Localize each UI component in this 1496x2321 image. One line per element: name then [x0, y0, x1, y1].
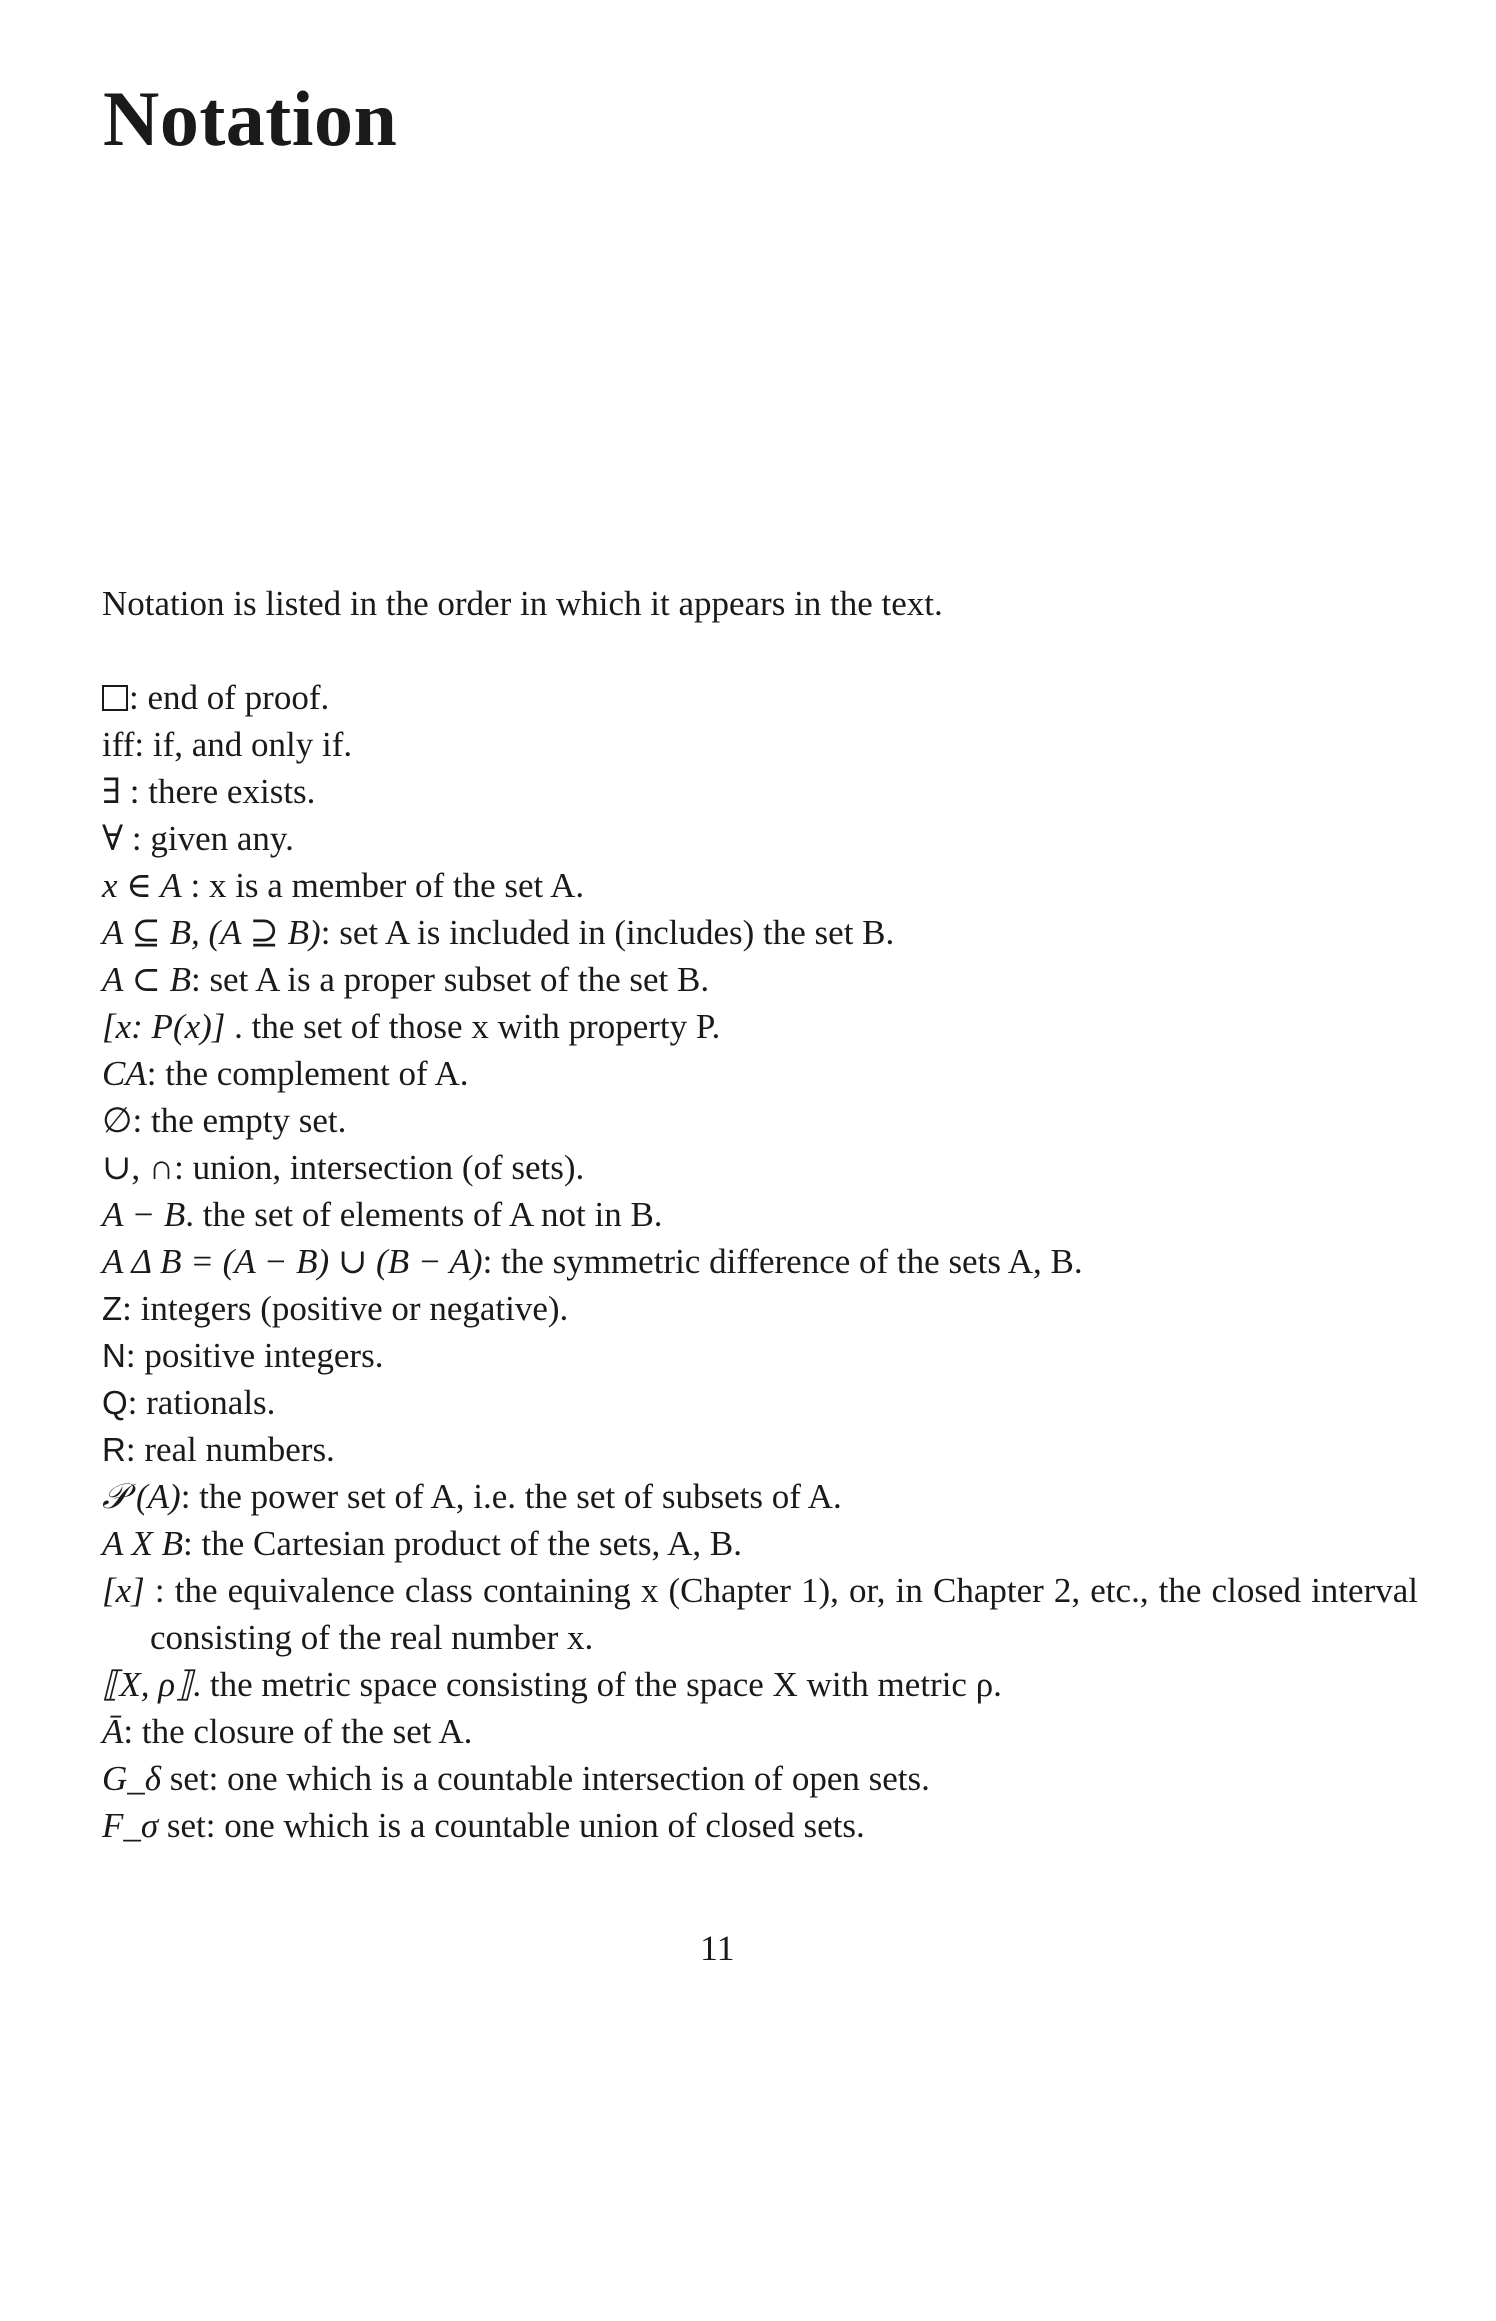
entry-description: end of proof. [147, 678, 330, 717]
box-icon [102, 685, 128, 711]
notation-list [102, 674, 1418, 1849]
notation-entry-symmetric-difference [102, 1238, 1402, 1285]
notation-entry-g-delta [102, 1755, 1402, 1802]
notation-entry-equivalence-class [102, 1567, 1418, 1661]
notation-entry-iff [102, 721, 1402, 768]
entry-symbol: ∃ [102, 772, 121, 811]
notation-entry-power-set [102, 1473, 1402, 1520]
notation-entry-closure [102, 1708, 1402, 1755]
entry-symbol: A − B [102, 1195, 186, 1234]
entry-description: x is a member of the set A. [208, 866, 585, 905]
entry-separator: : [146, 1054, 166, 1093]
entry-separator: : [125, 1336, 145, 1375]
entry-symbol: iff [102, 725, 135, 764]
entry-description: one which is a countable intersection of open sets. [227, 1759, 930, 1798]
entry-symbol: A Δ B = (A − B) ∪ (B − A) [102, 1242, 483, 1281]
entry-separator: : [127, 1383, 147, 1422]
entry-symbol: A ⊆ B, (A ⊇ B) [102, 913, 321, 952]
notation-entry-difference [102, 1191, 1402, 1238]
notation-entry-f-sigma [102, 1802, 1402, 1849]
entry-separator: : [121, 772, 149, 811]
entry-separator: : [129, 678, 148, 717]
notation-entry-proper-subset [102, 956, 1402, 1003]
entry-symbol: Z [102, 1290, 123, 1327]
entry-description: the complement of A. [165, 1054, 469, 1093]
entry-separator: : [180, 1477, 200, 1516]
entry-separator: : [190, 960, 210, 999]
entry-separator: : [132, 1101, 151, 1140]
entry-symbol: 𝒫 (A) [102, 1477, 181, 1516]
entry-description: union, intersection (of sets). [192, 1148, 585, 1187]
entry-separator: . [192, 1665, 210, 1704]
entry-separator: : [125, 1430, 145, 1469]
entry-symbol: F_σ [102, 1806, 159, 1845]
page-title: Notation [103, 75, 398, 162]
entry-symbol: CA [102, 1054, 147, 1093]
entry-separator: : [123, 1712, 142, 1751]
notation-entry-cartesian-product [102, 1520, 1402, 1567]
notation-entry-integers [102, 1285, 1402, 1332]
entry-symbol: x ∈ A [102, 866, 182, 905]
entry-symbol: [x] [102, 1571, 145, 1610]
entry-separator: : [320, 913, 340, 952]
entry-separator: : [482, 1242, 502, 1281]
notation-entry-member [102, 862, 1402, 909]
notation-entry-set-builder [102, 1003, 1402, 1050]
notation-entry-complement [102, 1050, 1402, 1097]
page-number: 11 [700, 1928, 735, 1968]
entry-description: the symmetric difference of the sets A, B. [501, 1242, 1083, 1281]
notation-entry-metric-space [102, 1661, 1402, 1708]
entry-separator: set: [161, 1759, 228, 1798]
entry-description: the closure of the set A. [141, 1712, 473, 1751]
entry-symbol: A ⊂ B [102, 960, 191, 999]
entry-description: set A is included in (includes) the set B. [339, 913, 895, 952]
entry-description: one which is a countable union of closed sets. [224, 1806, 865, 1845]
entry-separator: : [181, 866, 209, 905]
notation-entry-end-of-proof [102, 674, 1402, 721]
entry-symbol: ∪, ∩ [102, 1148, 175, 1187]
entry-symbol: N [102, 1337, 126, 1374]
entry-description: real numbers. [144, 1430, 335, 1469]
entry-separator: set: [158, 1806, 225, 1845]
entry-description: there exists. [148, 772, 316, 811]
notation-entry-rationals [102, 1379, 1402, 1426]
entry-symbol: A X B [102, 1524, 184, 1563]
entry-description: the set of elements of A not in B. [202, 1195, 663, 1234]
entry-separator: : [122, 1289, 141, 1328]
entry-description: set A is a proper subset of the set B. [209, 960, 710, 999]
entry-symbol: G_δ [102, 1759, 162, 1798]
entry-description: the power set of A, i.e. the set of subsets of A. [199, 1477, 842, 1516]
entry-symbol: ∅ [102, 1101, 133, 1140]
entry-symbol: Q [102, 1384, 128, 1421]
entry-description: positive integers. [144, 1336, 384, 1375]
intro-text: Notation is listed in the order in which it appears in the text. [102, 584, 943, 623]
entry-symbol: ∀ [102, 819, 124, 858]
entry-separator: : [123, 819, 151, 858]
notation-entry-subset [102, 909, 1402, 956]
notation-entry-naturals [102, 1332, 1402, 1379]
notation-entry-reals [102, 1426, 1402, 1473]
entry-description: if, and only if. [152, 725, 353, 764]
entry-description: given any. [150, 819, 294, 858]
notation-entry-exists [102, 768, 1402, 815]
entry-description: the set of those x with property P. [251, 1007, 721, 1046]
entry-description: the metric space consisting of the space X with metric ρ. [209, 1665, 1002, 1704]
notation-entry-empty-set [102, 1097, 1402, 1144]
entry-separator: . [225, 1007, 252, 1046]
entry-separator: . [185, 1195, 203, 1234]
entry-description: the Cartesian product of the sets, A, B. [201, 1524, 742, 1563]
entry-description: integers (positive or negative). [140, 1289, 569, 1328]
entry-description: rationals. [146, 1383, 276, 1422]
entry-symbol: R [102, 1431, 126, 1468]
notation-entry-for-all [102, 815, 1402, 862]
entry-symbol: ⟦X, ρ⟧ [102, 1665, 193, 1704]
entry-symbol: [x: P(x)] [102, 1007, 226, 1046]
entry-symbol: Ā [102, 1712, 124, 1751]
entry-separator: : [183, 1524, 202, 1563]
entry-description: the empty set. [150, 1101, 347, 1140]
entry-separator: : [174, 1148, 193, 1187]
notation-entry-union-intersection [102, 1144, 1402, 1191]
entry-description: the equivalence class containing x (Chapter 1), or, in Chapter 2, etc., the closed interval consisting of the real number x. [150, 1571, 1418, 1657]
entry-separator: : [144, 1571, 175, 1610]
entry-separator: : [134, 725, 153, 764]
